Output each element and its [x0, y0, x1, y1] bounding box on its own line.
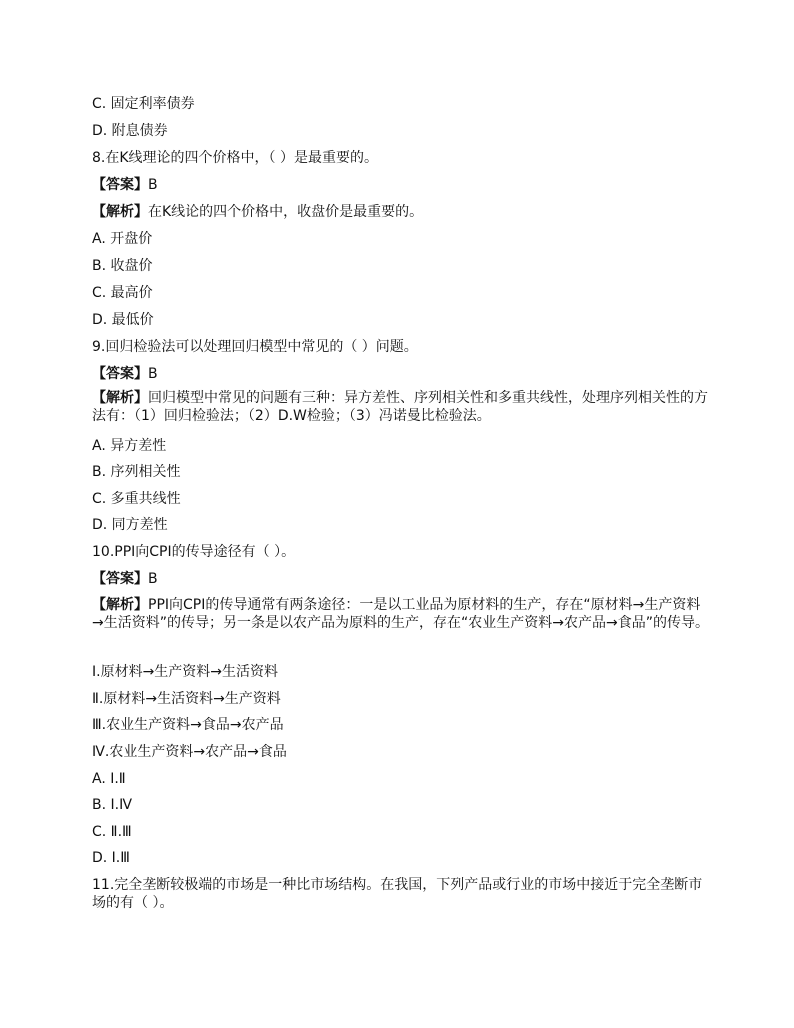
question-9-analysis — [92, 389, 712, 425]
question-10-option-a: A. Ⅰ.Ⅱ — [92, 771, 126, 787]
analysis-text: 回归模型中常见的问题有三种：异方差性、序列相关性和多重共线性，处理序列相关性的方法有：（1）回归检验法；（2）D.W检验；（3）冯诺曼比检验法。 — [92, 390, 708, 424]
question-8-option-b: B. 收盘价 — [92, 258, 153, 274]
analysis-tag: 【解析】 — [92, 204, 148, 220]
question-10-option-d: D. Ⅰ.Ⅲ — [92, 850, 130, 866]
question-10: 10.PPI向CPI的传导途径有（ ）。 — [92, 544, 296, 560]
question-10-item-iv: Ⅳ.农业生产资料→农产品→食品 — [92, 744, 287, 760]
question-10-option-c: C. Ⅱ.Ⅲ — [92, 824, 132, 840]
answer-value: B — [148, 177, 158, 193]
question-10-item-ii: Ⅱ.原材料→生活资料→生产资料 — [92, 691, 281, 707]
analysis-text: 在K线论的四个价格中，收盘价是最重要的。 — [148, 204, 424, 220]
question-10-analysis — [92, 596, 712, 632]
answer-tag: 【答案】 — [92, 177, 148, 193]
question-8-answer — [92, 176, 712, 194]
answer-tag: 【答案】 — [92, 366, 148, 382]
question-9-answer — [92, 365, 712, 383]
question-8-option-a: A. 开盘价 — [92, 231, 153, 247]
question-10-option-b: B. Ⅰ.Ⅳ — [92, 797, 133, 813]
analysis-tag: 【解析】 — [92, 390, 148, 406]
question-9-option-a: A. 异方差性 — [92, 438, 167, 454]
question-9-option-c: C. 多重共线性 — [92, 491, 181, 507]
analysis-text: PPI向CPI的传导通常有两条途径：一是以工业品为原材料的生产，存在“原材料→生产资料→生活资料”的传导；另一条是以农产品为原料的生产，存在“农业生产资料→农产品→食品”的传导。 — [92, 597, 709, 631]
question-10-item-i: Ⅰ.原材料→生产资料→生活资料 — [92, 664, 279, 680]
question-8-analysis — [92, 203, 712, 221]
analysis-tag: 【解析】 — [92, 597, 148, 613]
question-9-option-d: D. 同方差性 — [92, 517, 168, 533]
answer-value: B — [148, 366, 158, 382]
option-d-coupon-bond: D. 附息债券 — [92, 123, 168, 139]
question-11: 11.完全垄断较极端的市场是一种比市场结构。在我国，下列产品或行业的市场中接近于完全垄断市场的有（ ）。 — [92, 877, 703, 911]
question-10-answer — [92, 570, 712, 588]
answer-tag: 【答案】 — [92, 571, 148, 587]
question-9: 9.回归检验法可以处理回归模型中常见的（ ）问题。 — [92, 339, 418, 355]
option-c-fixed-rate-bond: C. 固定利率债券 — [92, 96, 195, 112]
question-9-option-b: B. 序列相关性 — [92, 464, 181, 480]
answer-value: B — [148, 571, 158, 587]
question-8-option-c: C. 最高价 — [92, 285, 153, 301]
question-10-item-iii: Ⅲ.农业生产资料→食品→农产品 — [92, 717, 284, 733]
question-8: 8.在K线理论的四个价格中，（ ）是最重要的。 — [92, 150, 378, 166]
question-8-option-d: D. 最低价 — [92, 312, 154, 328]
